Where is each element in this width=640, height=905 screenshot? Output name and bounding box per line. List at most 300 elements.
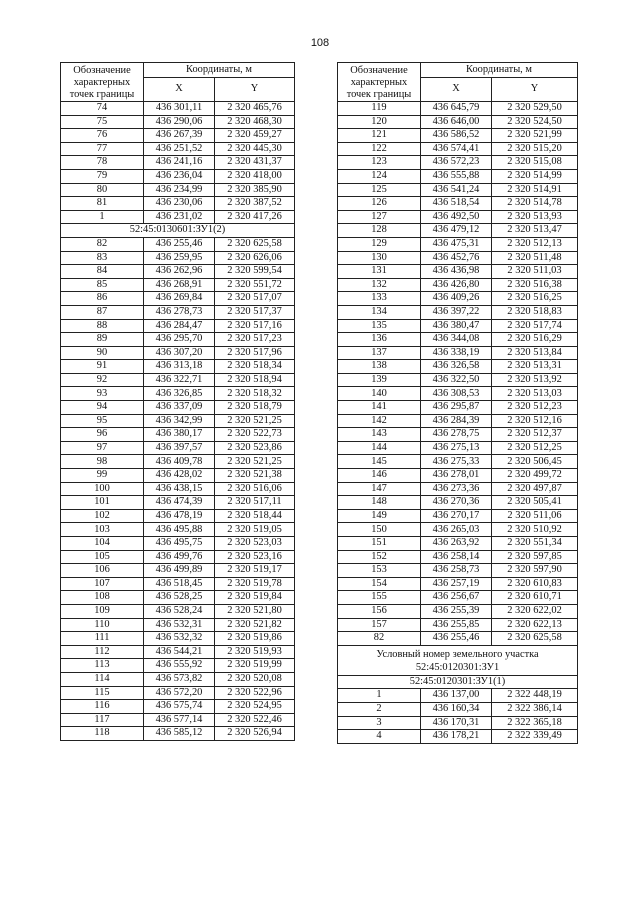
point-number: 81	[61, 197, 144, 211]
y-coordinate: 2 320 468,30	[215, 115, 295, 129]
point-number: 4	[338, 730, 421, 744]
x-coordinate: 436 555,92	[144, 659, 215, 673]
point-number: 111	[61, 632, 144, 646]
table-row	[61, 237, 295, 251]
x-coordinate: 436 426,80	[421, 278, 492, 292]
table-row	[338, 702, 578, 716]
x-coordinate: 436 265,03	[421, 523, 492, 537]
point-number: 129	[338, 237, 421, 251]
x-coordinate: 436 532,31	[144, 618, 215, 632]
table-row	[61, 251, 295, 265]
table-row	[338, 224, 578, 238]
y-coordinate: 2 320 522,73	[215, 428, 295, 442]
point-number: 139	[338, 373, 421, 387]
x-coordinate: 436 290,06	[144, 115, 215, 129]
y-coordinate: 2 320 610,71	[492, 591, 578, 605]
point-number: 90	[61, 346, 144, 360]
table-row	[61, 550, 295, 564]
section-label: Условный номер земельного участка 52:45:0120301:ЗУ1	[338, 645, 578, 675]
table-row	[338, 730, 578, 744]
y-coordinate: 2 320 497,87	[492, 482, 578, 496]
table-row	[338, 210, 578, 224]
y-coordinate: 2 320 511,06	[492, 509, 578, 523]
table-row	[61, 292, 295, 306]
y-coordinate: 2 320 519,05	[215, 523, 295, 537]
table-row	[61, 414, 295, 428]
y-coordinate: 2 320 524,95	[215, 700, 295, 714]
x-coordinate: 436 326,58	[421, 360, 492, 374]
x-coordinate: 436 397,22	[421, 305, 492, 319]
x-coordinate: 436 257,19	[421, 577, 492, 591]
point-number: 106	[61, 564, 144, 578]
point-number: 142	[338, 414, 421, 428]
y-coordinate: 2 322 386,14	[492, 702, 578, 716]
table-body-left	[61, 102, 295, 741]
table-row	[338, 197, 578, 211]
point-number: 79	[61, 169, 144, 183]
point-number: 108	[61, 591, 144, 605]
x-coordinate: 436 397,57	[144, 441, 215, 455]
y-coordinate: 2 320 517,37	[215, 305, 295, 319]
y-coordinate: 2 320 625,58	[492, 632, 578, 646]
table-row	[338, 251, 578, 265]
x-coordinate: 436 137,00	[421, 689, 492, 703]
x-coordinate: 436 541,24	[421, 183, 492, 197]
table-row	[338, 305, 578, 319]
coordinates-table-right	[337, 62, 578, 744]
y-coordinate: 2 320 599,54	[215, 265, 295, 279]
y-coordinate: 2 320 519,17	[215, 564, 295, 578]
y-coordinate: 2 320 514,91	[492, 183, 578, 197]
table-row	[338, 441, 578, 455]
point-number: 128	[338, 224, 421, 238]
point-number: 135	[338, 319, 421, 333]
y-coordinate: 2 320 418,00	[215, 169, 295, 183]
table-row	[338, 482, 578, 496]
x-coordinate: 436 255,85	[421, 618, 492, 632]
y-coordinate: 2 320 529,50	[492, 102, 578, 116]
x-coordinate: 436 313,18	[144, 360, 215, 374]
table-row	[61, 401, 295, 415]
point-number: 156	[338, 604, 421, 618]
x-coordinate: 436 409,78	[144, 455, 215, 469]
table-row	[61, 523, 295, 537]
point-number: 136	[338, 333, 421, 347]
table-row	[338, 716, 578, 730]
y-coordinate: 2 320 522,96	[215, 686, 295, 700]
y-coordinate: 2 320 625,58	[215, 237, 295, 251]
y-coordinate: 2 320 518,83	[492, 305, 578, 319]
y-coordinate: 2 322 339,49	[492, 730, 578, 744]
point-number: 113	[61, 659, 144, 673]
table-row	[61, 727, 295, 741]
x-coordinate: 436 532,32	[144, 632, 215, 646]
table-row	[61, 618, 295, 632]
point-number: 146	[338, 469, 421, 483]
table-row	[338, 455, 578, 469]
x-coordinate: 436 278,75	[421, 428, 492, 442]
point-number: 94	[61, 401, 144, 415]
point-number: 109	[61, 604, 144, 618]
x-coordinate: 436 258,73	[421, 564, 492, 578]
table-row	[338, 373, 578, 387]
y-coordinate: 2 320 465,76	[215, 102, 295, 116]
x-coordinate: 436 278,73	[144, 305, 215, 319]
x-coordinate: 436 344,08	[421, 333, 492, 347]
point-number: 107	[61, 577, 144, 591]
table-row	[338, 469, 578, 483]
y-coordinate: 2 320 512,16	[492, 414, 578, 428]
table-row	[61, 469, 295, 483]
x-coordinate: 436 295,87	[421, 401, 492, 415]
table-row	[338, 115, 578, 129]
x-coordinate: 436 555,88	[421, 169, 492, 183]
x-coordinate: 436 528,24	[144, 604, 215, 618]
x-coordinate: 436 322,50	[421, 373, 492, 387]
header-coordinates: Координаты, м	[421, 63, 578, 78]
point-number: 100	[61, 482, 144, 496]
point-number: 96	[61, 428, 144, 442]
point-number: 124	[338, 169, 421, 183]
section-label: 52:45:0120301:ЗУ1(1)	[338, 675, 578, 689]
point-number: 74	[61, 102, 144, 116]
point-number: 155	[338, 591, 421, 605]
table-row	[61, 333, 295, 347]
point-number: 93	[61, 387, 144, 401]
point-number: 126	[338, 197, 421, 211]
table-row	[61, 482, 295, 496]
table-row	[338, 401, 578, 415]
table-row	[338, 156, 578, 170]
x-coordinate: 436 574,41	[421, 142, 492, 156]
y-coordinate: 2 320 523,03	[215, 537, 295, 551]
header-point-label: Обозначение характерных точек границы	[61, 63, 144, 102]
point-number: 144	[338, 441, 421, 455]
x-coordinate: 436 301,11	[144, 102, 215, 116]
table-row	[61, 142, 295, 156]
point-number: 137	[338, 346, 421, 360]
section-row	[338, 675, 578, 689]
x-coordinate: 436 284,39	[421, 414, 492, 428]
y-coordinate: 2 320 521,80	[215, 604, 295, 618]
point-number: 151	[338, 537, 421, 551]
x-coordinate: 436 160,34	[421, 702, 492, 716]
x-coordinate: 436 275,13	[421, 441, 492, 455]
y-coordinate: 2 320 445,30	[215, 142, 295, 156]
point-number: 1	[61, 210, 144, 224]
table-row	[338, 604, 578, 618]
table-row	[61, 686, 295, 700]
x-coordinate: 436 495,88	[144, 523, 215, 537]
table-row	[338, 292, 578, 306]
x-coordinate: 436 585,12	[144, 727, 215, 741]
y-coordinate: 2 320 514,78	[492, 197, 578, 211]
x-coordinate: 436 409,26	[421, 292, 492, 306]
point-number: 105	[61, 550, 144, 564]
y-coordinate: 2 320 622,02	[492, 604, 578, 618]
x-coordinate: 436 278,01	[421, 469, 492, 483]
y-coordinate: 2 320 518,32	[215, 387, 295, 401]
x-coordinate: 436 337,09	[144, 401, 215, 415]
table-row	[338, 496, 578, 510]
x-coordinate: 436 270,36	[421, 496, 492, 510]
y-coordinate: 2 320 512,37	[492, 428, 578, 442]
point-number: 115	[61, 686, 144, 700]
x-coordinate: 436 262,96	[144, 265, 215, 279]
x-coordinate: 436 275,33	[421, 455, 492, 469]
y-coordinate: 2 320 551,34	[492, 537, 578, 551]
table-row	[338, 142, 578, 156]
x-coordinate: 436 646,00	[421, 115, 492, 129]
x-coordinate: 436 308,53	[421, 387, 492, 401]
y-coordinate: 2 320 520,08	[215, 672, 295, 686]
y-coordinate: 2 320 519,99	[215, 659, 295, 673]
point-number: 78	[61, 156, 144, 170]
x-coordinate: 436 475,31	[421, 237, 492, 251]
header-point-label: Обозначение характерных точек границы	[338, 63, 421, 102]
point-number: 148	[338, 496, 421, 510]
table-row	[338, 591, 578, 605]
table-row	[338, 618, 578, 632]
y-coordinate: 2 320 513,92	[492, 373, 578, 387]
y-coordinate: 2 320 523,16	[215, 550, 295, 564]
y-coordinate: 2 320 516,06	[215, 482, 295, 496]
point-number: 77	[61, 142, 144, 156]
x-coordinate: 436 263,92	[421, 537, 492, 551]
y-coordinate: 2 320 518,34	[215, 360, 295, 374]
table-row	[338, 265, 578, 279]
point-number: 116	[61, 700, 144, 714]
x-coordinate: 436 273,36	[421, 482, 492, 496]
x-coordinate: 436 499,76	[144, 550, 215, 564]
x-coordinate: 436 575,74	[144, 700, 215, 714]
y-coordinate: 2 320 626,06	[215, 251, 295, 265]
table-row	[338, 428, 578, 442]
table-row	[61, 713, 295, 727]
point-number: 3	[338, 716, 421, 730]
x-coordinate: 436 518,54	[421, 197, 492, 211]
section-row	[61, 224, 295, 238]
y-coordinate: 2 320 459,27	[215, 129, 295, 143]
table-row	[338, 319, 578, 333]
table-row	[61, 156, 295, 170]
x-coordinate: 436 572,23	[421, 156, 492, 170]
header-y: Y	[492, 78, 578, 102]
header-x: X	[421, 78, 492, 102]
point-number: 119	[338, 102, 421, 116]
section-label: 52:45:0130601:ЗУ1(2)	[61, 224, 295, 238]
x-coordinate: 436 267,39	[144, 129, 215, 143]
table-row	[61, 115, 295, 129]
y-coordinate: 2 320 505,41	[492, 496, 578, 510]
y-coordinate: 2 320 431,37	[215, 156, 295, 170]
y-coordinate: 2 320 517,23	[215, 333, 295, 347]
table-row	[61, 591, 295, 605]
x-coordinate: 436 230,06	[144, 197, 215, 211]
x-coordinate: 436 528,25	[144, 591, 215, 605]
point-number: 82	[338, 632, 421, 646]
point-number: 132	[338, 278, 421, 292]
y-coordinate: 2 320 387,52	[215, 197, 295, 211]
point-number: 127	[338, 210, 421, 224]
point-number: 131	[338, 265, 421, 279]
x-coordinate: 436 492,50	[421, 210, 492, 224]
table-row	[61, 278, 295, 292]
y-coordinate: 2 320 511,48	[492, 251, 578, 265]
point-number: 103	[61, 523, 144, 537]
point-number: 143	[338, 428, 421, 442]
table-row	[61, 645, 295, 659]
table-row	[338, 632, 578, 646]
x-coordinate: 436 322,71	[144, 373, 215, 387]
point-number: 83	[61, 251, 144, 265]
table-row	[61, 102, 295, 116]
point-number: 138	[338, 360, 421, 374]
x-coordinate: 436 573,82	[144, 672, 215, 686]
point-number: 134	[338, 305, 421, 319]
y-coordinate: 2 320 513,93	[492, 210, 578, 224]
x-coordinate: 436 231,02	[144, 210, 215, 224]
x-coordinate: 436 268,91	[144, 278, 215, 292]
point-number: 84	[61, 265, 144, 279]
point-number: 140	[338, 387, 421, 401]
y-coordinate: 2 320 522,46	[215, 713, 295, 727]
y-coordinate: 2 320 517,16	[215, 319, 295, 333]
y-coordinate: 2 320 517,96	[215, 346, 295, 360]
x-coordinate: 436 258,14	[421, 550, 492, 564]
table-row	[338, 333, 578, 347]
x-coordinate: 436 380,47	[421, 319, 492, 333]
x-coordinate: 436 251,52	[144, 142, 215, 156]
table-row	[61, 169, 295, 183]
header-coordinates: Координаты, м	[144, 63, 295, 78]
y-coordinate: 2 320 610,83	[492, 577, 578, 591]
table-row	[338, 577, 578, 591]
point-number: 2	[338, 702, 421, 716]
point-number: 97	[61, 441, 144, 455]
table-row	[61, 129, 295, 143]
x-coordinate: 436 178,21	[421, 730, 492, 744]
y-coordinate: 2 320 511,03	[492, 265, 578, 279]
y-coordinate: 2 320 385,90	[215, 183, 295, 197]
table-row	[61, 496, 295, 510]
point-number: 1	[338, 689, 421, 703]
x-coordinate: 436 234,99	[144, 183, 215, 197]
point-number: 133	[338, 292, 421, 306]
table-row	[61, 197, 295, 211]
table-row	[61, 373, 295, 387]
x-coordinate: 436 338,19	[421, 346, 492, 360]
point-number: 99	[61, 469, 144, 483]
table-row	[338, 537, 578, 551]
table-row	[338, 550, 578, 564]
y-coordinate: 2 320 513,31	[492, 360, 578, 374]
point-number: 104	[61, 537, 144, 551]
point-number: 110	[61, 618, 144, 632]
y-coordinate: 2 320 518,44	[215, 509, 295, 523]
y-coordinate: 2 320 526,94	[215, 727, 295, 741]
y-coordinate: 2 320 521,25	[215, 455, 295, 469]
point-number: 101	[61, 496, 144, 510]
table-row	[61, 604, 295, 618]
table-row	[61, 509, 295, 523]
point-number: 85	[61, 278, 144, 292]
x-coordinate: 436 586,52	[421, 129, 492, 143]
x-coordinate: 436 255,39	[421, 604, 492, 618]
y-coordinate: 2 320 516,25	[492, 292, 578, 306]
y-coordinate: 2 320 417,26	[215, 210, 295, 224]
point-number: 153	[338, 564, 421, 578]
x-coordinate: 436 428,02	[144, 469, 215, 483]
point-number: 154	[338, 577, 421, 591]
point-number: 122	[338, 142, 421, 156]
table-row	[61, 564, 295, 578]
header-x: X	[144, 78, 215, 102]
table-row	[338, 237, 578, 251]
table-row	[61, 672, 295, 686]
table-row	[61, 305, 295, 319]
point-number: 121	[338, 129, 421, 143]
point-number: 117	[61, 713, 144, 727]
table-row	[61, 537, 295, 551]
y-coordinate: 2 320 514,99	[492, 169, 578, 183]
table-row	[338, 278, 578, 292]
table-row	[338, 564, 578, 578]
point-number: 95	[61, 414, 144, 428]
y-coordinate: 2 320 515,08	[492, 156, 578, 170]
point-number: 112	[61, 645, 144, 659]
table-row	[61, 210, 295, 224]
y-coordinate: 2 320 499,72	[492, 469, 578, 483]
page-number: 108	[310, 37, 330, 49]
point-number: 98	[61, 455, 144, 469]
x-coordinate: 436 295,70	[144, 333, 215, 347]
table-row	[61, 183, 295, 197]
y-coordinate: 2 320 521,25	[215, 414, 295, 428]
point-number: 86	[61, 292, 144, 306]
table-row	[338, 183, 578, 197]
x-coordinate: 436 380,17	[144, 428, 215, 442]
y-coordinate: 2 320 523,86	[215, 441, 295, 455]
table-row	[61, 265, 295, 279]
table-row	[338, 689, 578, 703]
table-row	[338, 102, 578, 116]
table-body-right	[338, 102, 578, 744]
y-coordinate: 2 320 513,84	[492, 346, 578, 360]
y-coordinate: 2 320 517,11	[215, 496, 295, 510]
x-coordinate: 436 284,47	[144, 319, 215, 333]
table-row	[61, 346, 295, 360]
table-row	[338, 509, 578, 523]
table-row	[61, 700, 295, 714]
point-number: 149	[338, 509, 421, 523]
y-coordinate: 2 320 510,92	[492, 523, 578, 537]
x-coordinate: 436 236,04	[144, 169, 215, 183]
x-coordinate: 436 270,17	[421, 509, 492, 523]
table-row	[61, 428, 295, 442]
y-coordinate: 2 320 519,93	[215, 645, 295, 659]
x-coordinate: 436 436,98	[421, 265, 492, 279]
table-row	[338, 523, 578, 537]
section-row	[338, 645, 578, 675]
x-coordinate: 436 474,39	[144, 496, 215, 510]
point-number: 87	[61, 305, 144, 319]
x-coordinate: 436 452,76	[421, 251, 492, 265]
y-coordinate: 2 320 512,25	[492, 441, 578, 455]
point-number: 80	[61, 183, 144, 197]
table-row	[338, 360, 578, 374]
table-row	[338, 414, 578, 428]
